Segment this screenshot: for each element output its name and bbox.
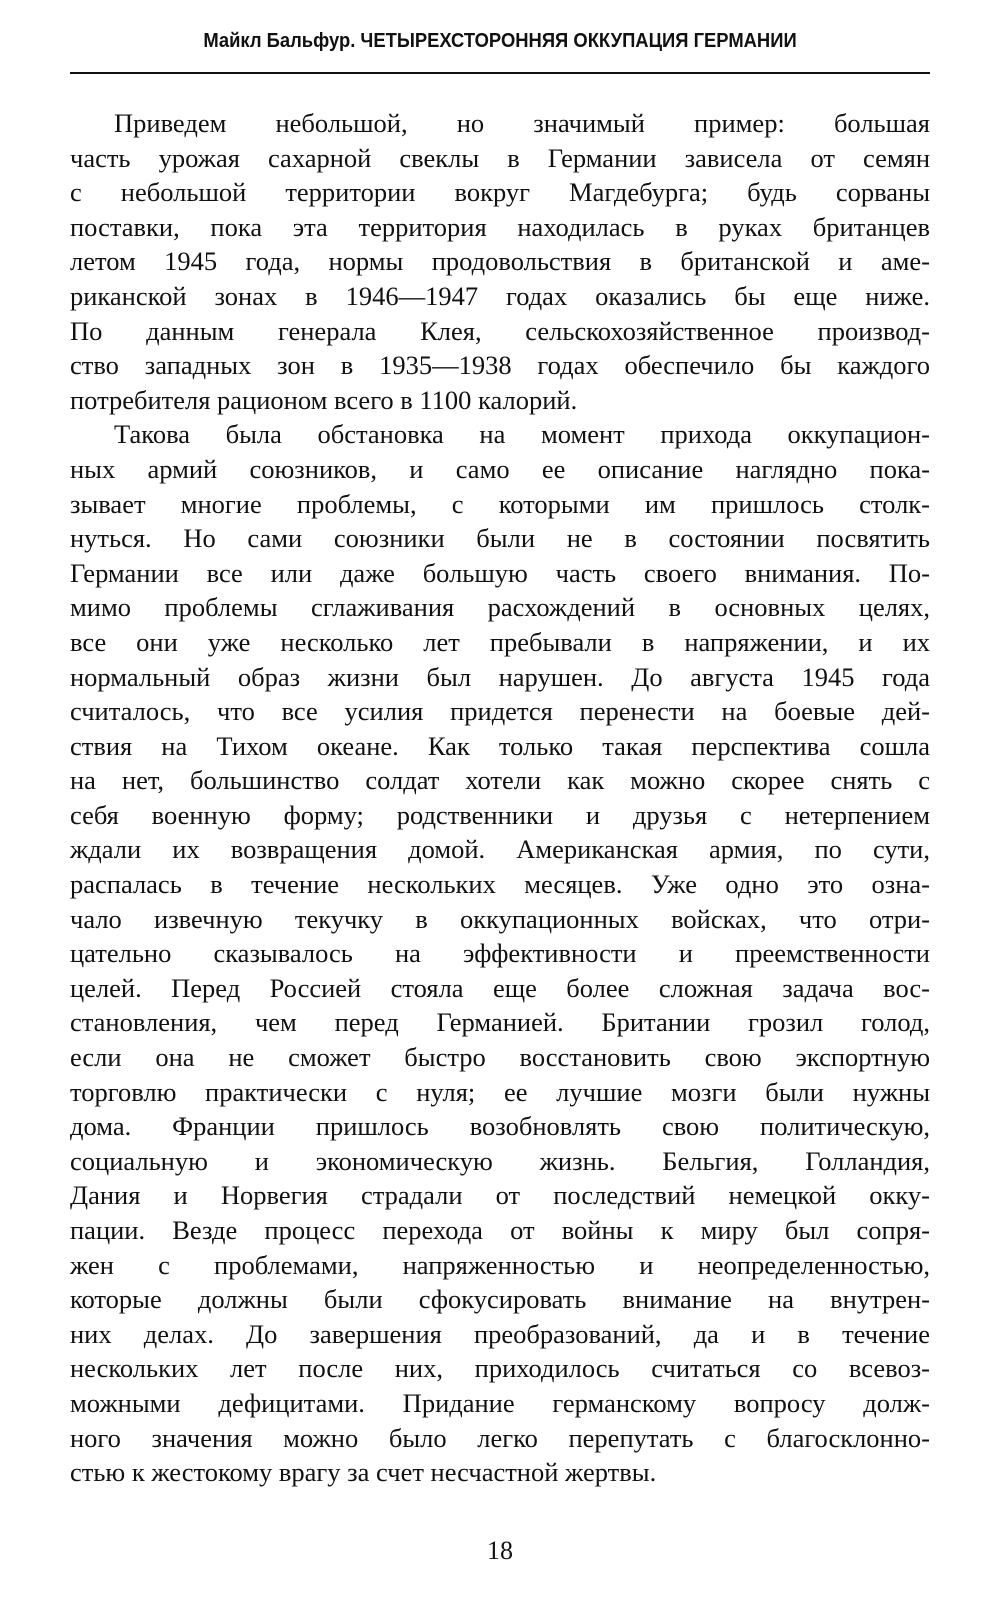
page-number: 18 — [487, 1536, 513, 1565]
text-line: ство западных зон в 1935—1938 годах обеспечило бы каждого — [70, 350, 930, 381]
text-line: если она не сможет быстро восстановить свою экспортную — [70, 1042, 930, 1073]
text-line: Приведем небольшой, но значимый пример: большая — [114, 108, 930, 138]
text-line: все они уже несколько лет пребывали в напряжении, и их — [70, 626, 930, 657]
text-line: ного значения можно было легко перепутать с благосклонно- — [70, 1422, 930, 1453]
text-line: торговлю практически с нуля; ее лучшие мозги были нужны — [70, 1076, 930, 1107]
text-line: распалась в течение нескольких месяцев. Уже одно это озна- — [70, 869, 930, 900]
paragraph — [70, 106, 930, 417]
text-line: нуться. Но сами союзники были не в состоянии посвятить — [70, 523, 930, 554]
text-line: дома. Франции пришлось возобновлять свою политическую, — [70, 1111, 930, 1142]
body-text — [70, 106, 930, 1490]
text-line: риканской зонах в 1946—1947 годах оказались бы еще ниже. — [70, 280, 930, 311]
text-line: поставки, пока эта территория находилась в руках британцев — [70, 211, 930, 242]
text-line: себя военную форму; родственники и друзья с нетерпением — [70, 799, 930, 830]
text-line: социальную и экономическую жизнь. Бельгия, Голландия, — [70, 1145, 930, 1176]
header-rule — [70, 72, 930, 74]
text-line: Такова была обстановка на момент прихода оккупацион- — [114, 419, 930, 450]
text-line: потребителя рационом всего в 1100 калорий. — [70, 384, 578, 415]
text-line: По данным генерала Клея, сельскохозяйственное производ- — [70, 315, 930, 346]
text-line: ждали их возвращения домой. Американская армия, по сути, — [70, 834, 930, 865]
text-line: ствия на Тихом океане. Как только такая перспектива сошла — [70, 730, 930, 761]
text-line: нескольких лет после них, приходилось считаться со всевоз- — [70, 1353, 930, 1384]
text-line: Германии все или даже большую часть своего внимания. По- — [70, 557, 930, 588]
text-line: ных армий союзников, и само ее описание наглядно пока- — [70, 453, 930, 484]
text-line: пации. Везде процесс перехода от войны к миру был сопря- — [70, 1215, 930, 1245]
text-line: нормальный образ жизни был нарушен. До августа 1945 года — [70, 661, 930, 692]
running-head: Майкл Бальфур. ЧЕТЫРЕХСТОРОННЯЯ ОККУПАЦИЯ ГЕРМАНИИ — [203, 30, 797, 52]
text-line: часть урожая сахарной свеклы в Германии зависела от семян — [70, 142, 930, 173]
text-line: них делах. До завершения преобразований, да и в течение — [70, 1318, 930, 1349]
text-line: зывает многие проблемы, с которыми им пришлось столк- — [70, 488, 930, 519]
text-line: можными дефицитами. Придание германскому вопросу долж- — [70, 1387, 930, 1418]
text-line: летом 1945 года, нормы продовольствия в британской и аме- — [70, 246, 930, 277]
text-line: на нет, большинство солдат хотели как можно скорее снять с — [70, 765, 930, 796]
text-line: мимо проблемы сглаживания расхождений в основных целях, — [70, 592, 930, 623]
text-line: с небольшой территории вокруг Магдебурга; будь сорваны — [70, 177, 930, 208]
text-line: считалось, что все усилия придется перенести на боевые дей- — [70, 696, 930, 727]
text-line: которые должны были сфокусировать внимание на внутрен- — [70, 1284, 930, 1315]
text-line: становления, чем перед Германией. Британии грозил голод, — [70, 1007, 930, 1038]
text-line: цательно сказывалось на эффективности и преемственности — [70, 938, 930, 969]
text-line: Дания и Норвегия страдали от последствий немецкой окку- — [70, 1180, 930, 1211]
text-line: стью к жестокому врагу за счет несчастной жертвы. — [70, 1457, 657, 1488]
text-line: жен с проблемами, напряженностью и неопределенностью, — [70, 1249, 930, 1280]
text-line: чало извечную текучку в оккупационных войсках, что отри- — [70, 903, 930, 934]
text-line: целей. Перед Россией стояла еще более сложная задача вос- — [70, 972, 930, 1003]
paragraph — [70, 417, 930, 1489]
